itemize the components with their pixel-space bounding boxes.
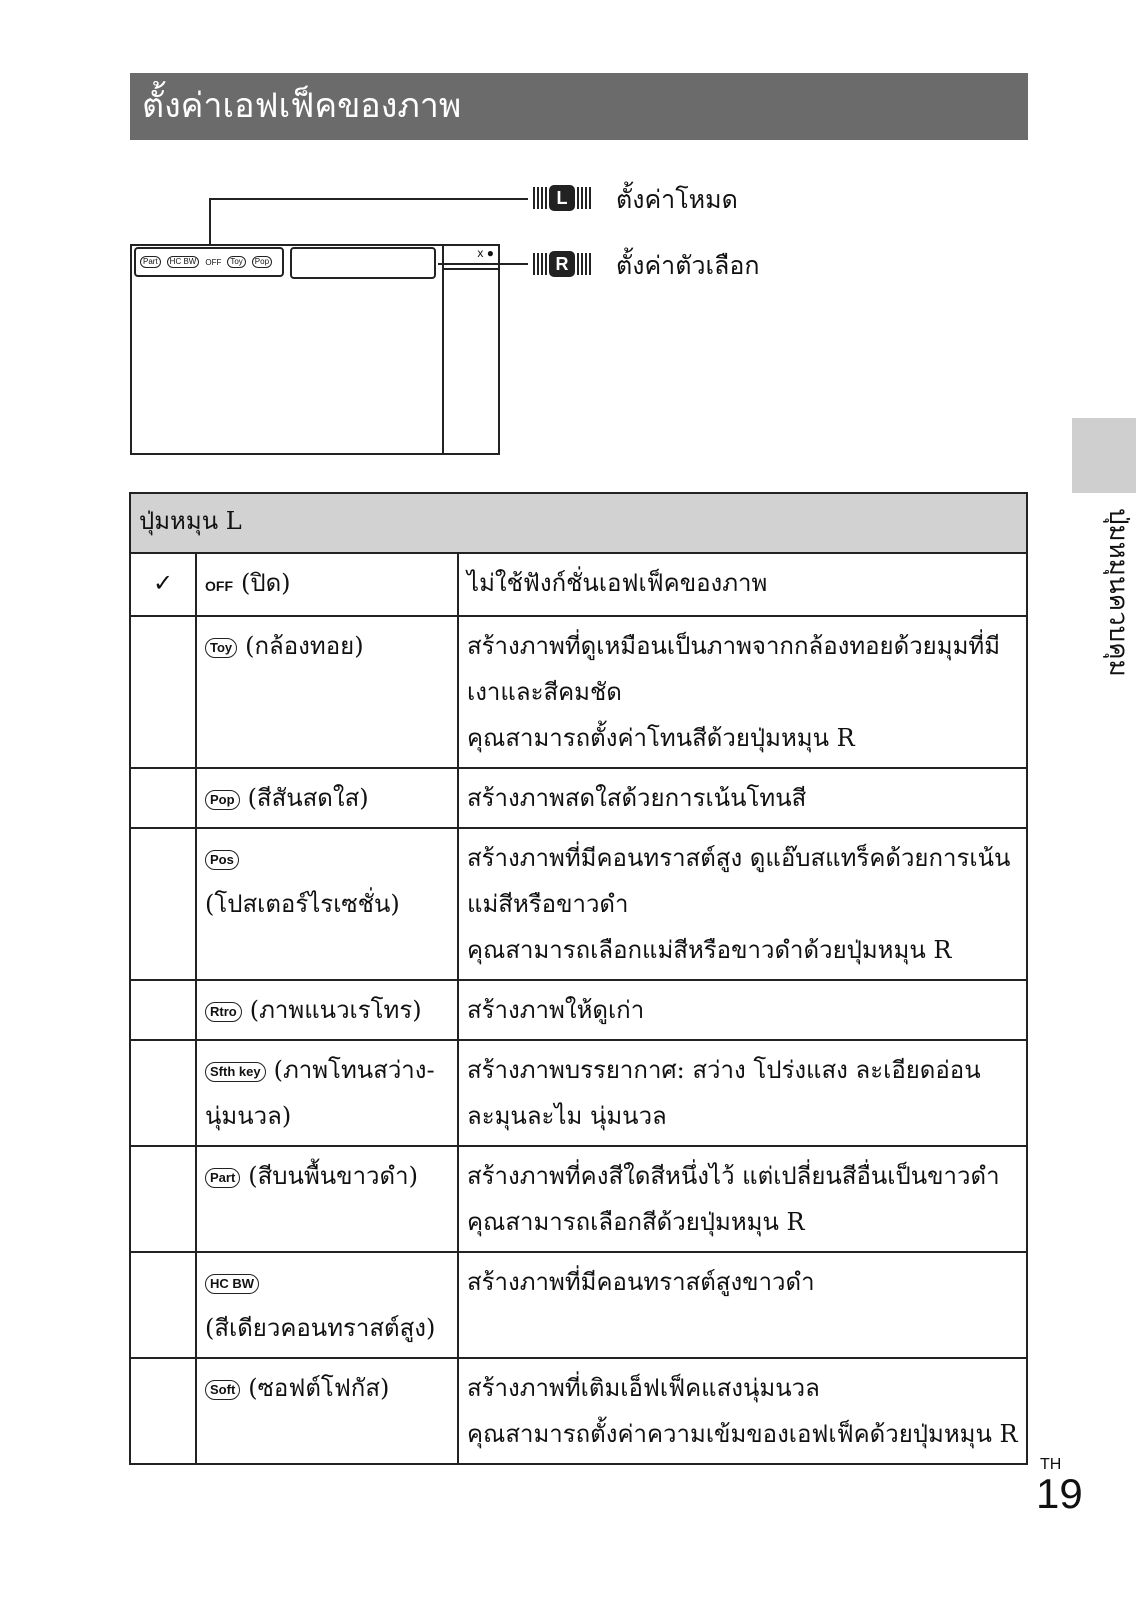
table-row (130, 768, 1027, 828)
connector-line (209, 198, 211, 244)
table-row (130, 1040, 1027, 1146)
effects-table (129, 492, 1028, 1465)
hc-bw-icon: HC BW (205, 1274, 259, 1294)
section-label: ปุ่มหมุนควบคุม (1103, 508, 1133, 677)
dial-l-label: ตั้งค่าโหมด (616, 185, 738, 214)
dial-r-icon (530, 250, 594, 278)
effect-name: (ปิด) (241, 569, 291, 597)
page-title: ตั้งค่าเอฟเฟ็คของภาพ (130, 73, 1028, 140)
dial-grip-icon (577, 253, 591, 275)
toy-camera-icon: Toy (227, 256, 245, 268)
effect-description: สร้างภาพที่เติมเอ็ฟเฟ็คแสงนุ่มนวล (467, 1374, 820, 1402)
effect-name: (ภาพโทนสว่าง-นุ่มนวล) (205, 1056, 435, 1130)
effect-description: สร้างภาพที่มีคอนทราสต์สูงขาวดำ (467, 1268, 815, 1296)
lcd-option-box (290, 247, 436, 279)
dial-grip-icon (577, 187, 591, 209)
dial-grip-icon (533, 187, 547, 209)
part-color-icon: Part (140, 256, 161, 268)
lcd-divider (442, 246, 444, 453)
table-row (130, 1252, 1027, 1358)
hc-bw-icon: HC BW (167, 256, 200, 268)
pop-color-icon: Pop (205, 790, 240, 810)
table-header: ปุ่มหมุน L (130, 493, 1027, 553)
lcd-mode-icons (134, 247, 284, 277)
default-check-icon: ✓ (152, 569, 174, 597)
dial-r-label: ตั้งค่าตัวเลือก (616, 251, 760, 280)
lcd-screen-diagram (130, 244, 500, 455)
pop-color-icon: Pop (252, 256, 272, 268)
toy-camera-icon: Toy (205, 638, 237, 658)
dial-l-icon (530, 184, 594, 212)
effect-note: คุณสามารถตั้งค่าความเข้มของเอฟเฟ็คด้วยปุ่มหมุน R (467, 1420, 1018, 1448)
effect-description: สร้างภาพสดใสด้วยการเน้นโทนสี (467, 784, 807, 812)
effect-note: คุณสามารถตั้งค่าโทนสีด้วยปุ่มหมุน R (467, 724, 855, 752)
effect-name: (สีบนพื้นขาวดำ) (248, 1162, 418, 1190)
partial-color-icon: Part (205, 1168, 240, 1188)
page-number: 19 (1036, 1470, 1083, 1517)
posterization-icon: Pos (205, 850, 239, 870)
connector-line (209, 198, 528, 200)
effect-description: สร้างภาพที่ดูเหมือนเป็นภาพจากกล้องทอยด้วยมุมที่มีเงาและสีคมชัด (467, 632, 1001, 706)
effect-off-icon: OFF (205, 257, 222, 267)
effect-name: (ภาพแนวเรโทร) (249, 996, 422, 1024)
table-header-row (130, 493, 1027, 553)
effect-name: (ซอฟต์โฟกัส) (248, 1374, 390, 1402)
effect-name: (กล้องทอย) (245, 632, 364, 660)
effect-name: (สีสันสดใส) (247, 784, 369, 812)
dial-grip-icon (533, 253, 547, 275)
table-row (130, 553, 1027, 616)
page-language: TH (1040, 1456, 1062, 1473)
dial-l-letter: L (549, 185, 575, 211)
effect-description: สร้างภาพบรรยากาศ: สว่าง โปร่งแสง ละเอียดอ่อน ละมุนละไม นุ่มนวล (467, 1056, 981, 1130)
section-tab (1072, 418, 1136, 493)
effect-description: สร้างภาพที่มีคอนทราสต์สูง ดูแอ๊บสแทร็คด้วยการเน้นแม่สีหรือขาวดำ (467, 844, 1011, 918)
table-row (130, 1358, 1027, 1464)
effect-name: (สีเดียวคอนทราสต์สูง) (205, 1314, 436, 1342)
table-row (130, 828, 1027, 980)
effect-description: สร้างภาพที่คงสีใดสีหนึ่งไว้ แต่เปลี่ยนสีอื่นเป็นขาวดำ (467, 1162, 1000, 1190)
effect-description: สร้างภาพให้ดูเก่า (467, 996, 645, 1024)
table-row (130, 980, 1027, 1040)
soft-high-key-icon: Sfth key (205, 1062, 266, 1082)
lcd-status-icons: x ● (444, 246, 498, 270)
dial-r-letter: R (549, 251, 575, 277)
effect-name: (โปสเตอร์ไรเซชั่น) (205, 890, 400, 918)
table-row (130, 616, 1027, 768)
retro-photo-icon: Rtro (205, 1002, 242, 1022)
soft-focus-icon: Soft (205, 1380, 240, 1400)
effect-description: ไม่ใช้ฟังก์ชั่นเอฟเฟ็คของภาพ (467, 569, 768, 597)
effect-off-icon: OFF (205, 578, 233, 594)
table-row (130, 1146, 1027, 1252)
effect-note: คุณสามารถเลือกแม่สีหรือขาวดำด้วยปุ่มหมุน R (467, 936, 952, 964)
effect-note: คุณสามารถเลือกสีด้วยปุ่มหมุน R (467, 1208, 805, 1236)
